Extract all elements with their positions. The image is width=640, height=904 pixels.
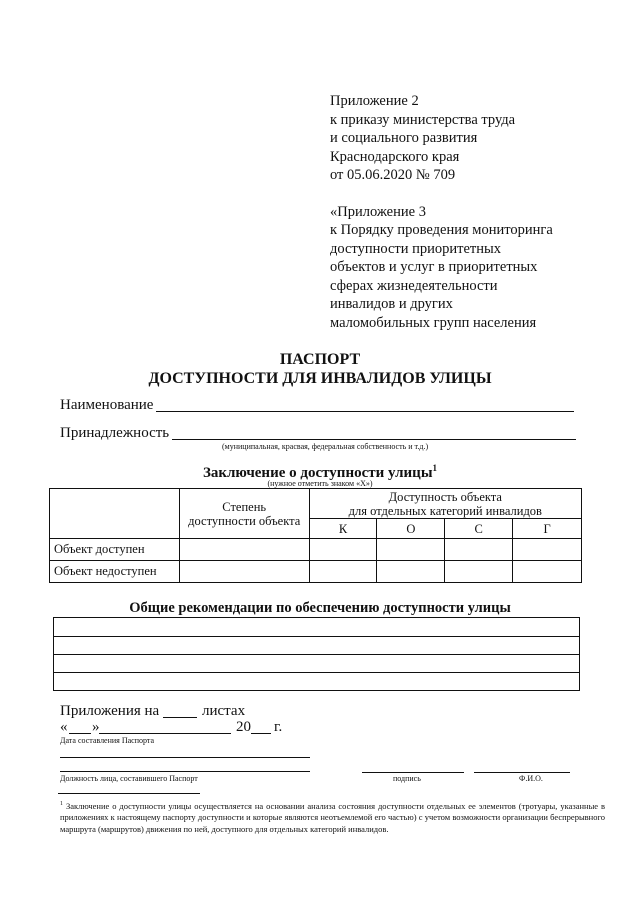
footnote-text: Заключение о доступности улицы осуществляется на основании анализа состояния доступности отдельных ее элементов (тротуары, указанные в приложениях к настоящему паспорту доступности и которые являются неотъемлемой его частью) с учетом возможности организации беспрерывного маршрута (маршрутов) движения по ней, доступного для отдельных категорий инвалидов.	[60, 800, 606, 834]
appendix-line: объектов и услуг в приоритетных	[330, 259, 538, 275]
appendix-line: «Приложение 3	[330, 203, 426, 220]
degree-header-line: Степень	[222, 499, 267, 514]
appendix-line: от 05.06.2020 № 709	[330, 167, 456, 183]
table-cell[interactable]	[179, 561, 309, 583]
degree-header-line: доступности объекта	[188, 513, 301, 528]
appendix-line: инвалидов и других	[330, 296, 453, 312]
owner-hint: (муниципальная, красвая, федеральная собственность и т.д.)	[222, 442, 429, 451]
fio-line[interactable]	[474, 758, 570, 773]
date-caption: Дата составления Паспорта	[60, 736, 155, 745]
mark-note: (нужное отметить знаком «Х»)	[267, 479, 373, 488]
appendix-block-2	[330, 203, 553, 333]
name-label: Наименование	[60, 397, 154, 413]
table-cell[interactable]	[179, 539, 309, 561]
appendix-line: к приказу министерства труда	[330, 111, 516, 128]
access-header-line: для отдельных категорий инвалидов	[348, 503, 542, 518]
attachments-count-line[interactable]	[163, 703, 197, 718]
table-cell[interactable]	[377, 539, 445, 561]
position-caption: Должность лица, составившего Паспорт	[60, 774, 198, 783]
category-header: С	[445, 519, 513, 539]
table-cell[interactable]	[445, 539, 513, 561]
table-cell[interactable]	[445, 561, 513, 583]
fio-caption: Ф.И.О.	[519, 774, 543, 783]
position-line-2[interactable]	[60, 757, 310, 772]
table-row	[50, 561, 582, 583]
year-suffix: г.	[274, 719, 283, 735]
date-day-line[interactable]	[69, 719, 91, 734]
footnote-mark: 1	[60, 801, 63, 807]
recommendations-title: Общие рекомендации по обеспечению доступности улицы	[129, 600, 511, 616]
table-corner-cell	[50, 489, 180, 539]
appendix-line: Приложение 2	[330, 93, 419, 109]
position-line-1[interactable]	[60, 743, 310, 758]
signature-caption: подпись	[393, 774, 421, 783]
access-header-line: Доступность объекта	[388, 489, 502, 504]
appendix-line: сферах жизнедеятельности	[330, 277, 498, 294]
owner-input-line[interactable]	[172, 425, 576, 440]
table-cell[interactable]	[309, 539, 377, 561]
access-header	[309, 489, 581, 519]
document-subtitle: ДОСТУПНОСТИ ДЛЯ ИНВАЛИДОВ УЛИЦЫ	[148, 370, 492, 387]
year-prefix: 20	[236, 719, 251, 735]
appendix-line: Краснодарского края	[330, 148, 460, 165]
table-cell[interactable]	[309, 561, 377, 583]
signature-line[interactable]	[362, 758, 464, 773]
table-row	[50, 539, 582, 561]
appendix-line: доступности приоритетных	[330, 240, 501, 257]
attachments-suffix: листах	[202, 703, 246, 719]
category-header: Г	[513, 519, 582, 539]
appendix-line: маломобильных групп населения	[330, 314, 537, 331]
footnote-divider	[58, 793, 200, 794]
table-cell[interactable]	[377, 561, 445, 583]
document-title: ПАСПОРТ	[279, 351, 361, 368]
recommendation-line	[54, 654, 579, 655]
date-month-line[interactable]	[99, 719, 231, 734]
appendix-line: и социального развития	[330, 130, 478, 146]
name-input-line[interactable]	[156, 397, 574, 412]
footnote-ref: 1	[432, 463, 438, 473]
appendix-header	[330, 92, 553, 332]
footnote	[60, 799, 605, 835]
row-label: Объект недоступен	[50, 561, 180, 583]
row-label: Объект доступен	[50, 539, 180, 561]
recommendations-box[interactable]	[53, 617, 580, 691]
recommendation-line	[54, 636, 579, 637]
recommendation-line	[54, 672, 579, 673]
date-year-line[interactable]	[251, 719, 271, 734]
degree-header	[179, 489, 309, 539]
conclusion-title-text: Заключение о доступности улицы	[202, 465, 433, 481]
table-cell[interactable]	[513, 539, 582, 561]
category-header: К	[309, 519, 377, 539]
table-cell[interactable]	[513, 561, 582, 583]
date-open-quote: «	[60, 719, 68, 735]
date-close-quote: »	[92, 719, 100, 735]
appendix-line: к Порядку проведения мониторинга	[330, 222, 553, 238]
attachments-prefix: Приложения на	[60, 703, 160, 719]
accessibility-table	[49, 488, 582, 583]
category-header: О	[377, 519, 445, 539]
owner-label: Принадлежность	[60, 425, 170, 441]
